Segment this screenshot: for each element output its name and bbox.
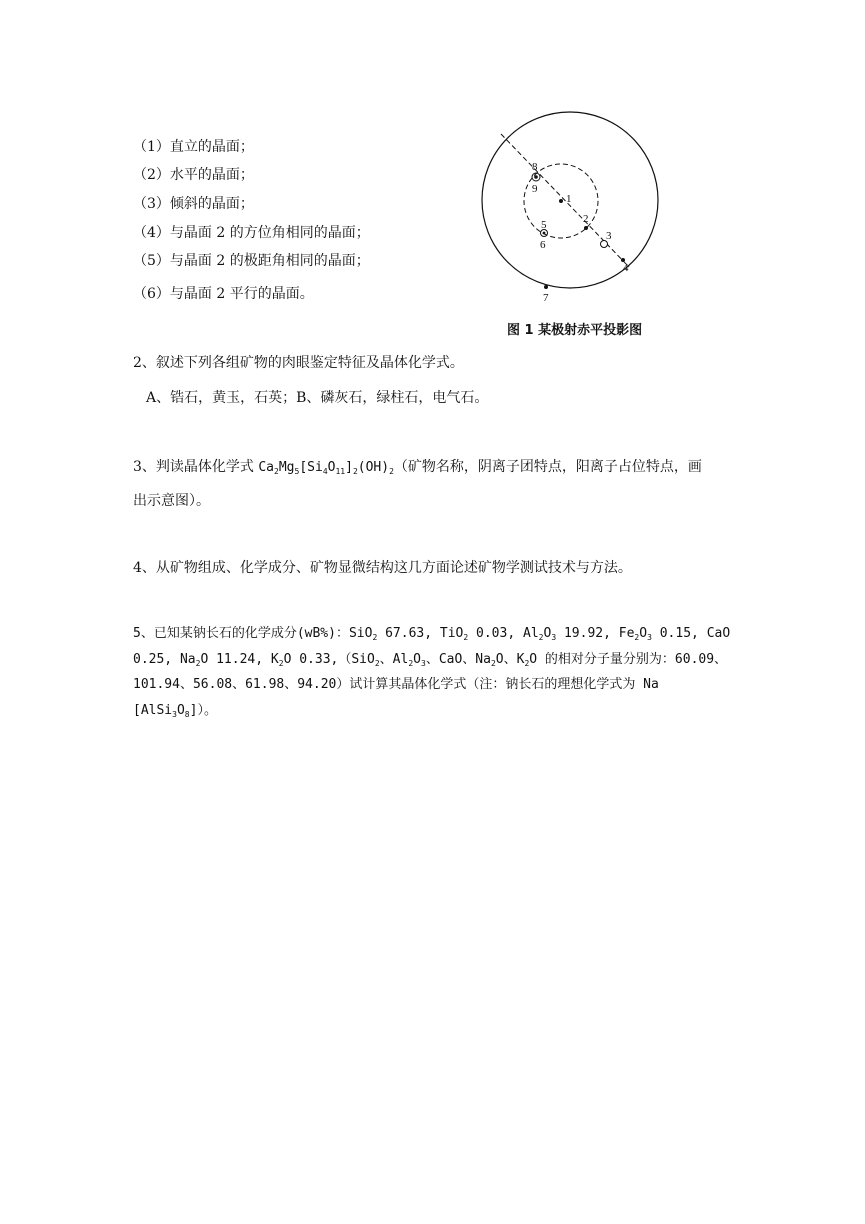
q5-sub: 2 — [490, 659, 496, 668]
formula-sub: 5 — [294, 467, 300, 476]
q5-sub: 3 — [647, 633, 652, 642]
q5-sub: 2 — [538, 633, 544, 642]
q5-line-2 — [133, 648, 727, 667]
q5-text: O — [413, 652, 421, 667]
label-6: 6 — [540, 239, 546, 251]
formula-sub: 4 — [322, 467, 328, 476]
q5-sub: 8 — [184, 710, 190, 719]
q5-text: O、K — [495, 652, 525, 667]
q5-sub: 2 — [524, 659, 530, 668]
q3-suffix: （矿物名称，阴离子团特点，阳离子占位特点，画 — [393, 459, 702, 475]
q4-text: 4、从矿物组成、化学成分、矿物显微结构这几方面论述矿物学测试技术与方法。 — [133, 560, 632, 576]
q1-item-5: （5）与晶面 2 的极距角相同的晶面； — [133, 253, 370, 269]
label-7: 7 — [543, 292, 549, 304]
figure-caption: 图 1 某极射赤平投影图 — [507, 323, 643, 338]
q5-text: O 11.24, K — [200, 652, 279, 667]
q5-sub: 2 — [195, 659, 201, 668]
q5-sub: 2 — [634, 633, 640, 642]
q1-item-6: （6）与晶面 2 平行的晶面。 — [133, 286, 314, 302]
pole-2 — [584, 226, 588, 230]
pole-7 — [544, 285, 548, 289]
q5-line-1 — [133, 622, 730, 641]
label-3: 3 — [606, 230, 612, 242]
q1-item-3: （3）倾斜的晶面； — [133, 196, 254, 212]
pole-8-dot — [534, 175, 538, 179]
q2-detail: A、锆石，黄玉，石英；B、磷灰石，绿柱石，电气石。 — [146, 390, 489, 406]
pole-5-dot — [543, 232, 546, 235]
formula-part: [Si — [299, 460, 323, 475]
q3-line-1 — [133, 456, 702, 476]
q5-text: 、Al — [379, 652, 409, 667]
q3-line-2: 出示意图）。 — [133, 493, 210, 509]
label-4: 4 — [623, 262, 629, 274]
q1-item-2: （2）水平的晶面； — [133, 167, 254, 183]
formula-part: O — [327, 460, 336, 475]
label-8: 8 — [532, 161, 538, 173]
pole-1 — [559, 199, 563, 203]
dashed-diameter — [501, 134, 629, 267]
q5-text: 、CaO、Na — [425, 652, 491, 667]
q5-line-3: 101.94、56.08、61.98、94.20）试计算其晶体化学式（注：钠长石的理想化学式为 Na — [133, 677, 659, 692]
q1-item-4: （4）与晶面 2 的方位角相同的晶面； — [133, 225, 370, 241]
formula-part: Ca — [258, 460, 275, 475]
q5-text: 5、已知某钠长石的化学成分(wB%)：SiO — [133, 626, 373, 641]
label-9: 9 — [532, 183, 538, 195]
label-1: 1 — [566, 193, 572, 205]
q5-text: O 的相对分子量分别为：60.09、 — [529, 652, 728, 667]
formula-part: ] — [345, 460, 353, 475]
q5-sub: 3 — [551, 633, 557, 642]
stereographic-projection-figure — [470, 110, 670, 310]
q5-sub: 2 — [372, 633, 378, 642]
q5-text: ]）。 — [189, 703, 217, 718]
q5-sub: 3 — [420, 659, 426, 668]
q5-sub: 2 — [463, 633, 469, 642]
formula-sub: 11 — [335, 467, 346, 476]
label-5: 5 — [541, 219, 547, 231]
q5-text: 0.15, CaO — [651, 626, 731, 641]
formula-sub: 2 — [274, 467, 279, 476]
q5-sub: 3 — [172, 710, 177, 719]
q5-text: [AlSi — [133, 703, 173, 718]
q5-text: O — [176, 703, 185, 718]
q5-text: 0.03, Al — [468, 626, 539, 641]
q5-text: O — [543, 626, 552, 641]
q5-sub: 2 — [374, 659, 380, 668]
formula-sub: 2 — [389, 467, 394, 476]
q3-prefix: 3、判读晶体化学式 — [133, 459, 259, 475]
q5-text: 67.63, TiO — [377, 626, 464, 641]
q2-title: 2、叙述下列各组矿物的肉眼鉴定特征及晶体化学式。 — [133, 355, 464, 371]
q5-text: 19.92, Fe — [556, 626, 635, 641]
formula-part: Mg — [278, 460, 295, 475]
formula-part: (OH) — [357, 460, 390, 475]
q5-text: O — [639, 626, 648, 641]
q5-sub: 2 — [408, 659, 414, 668]
q5-text: O 0.33,（SiO — [283, 652, 375, 667]
label-2: 2 — [583, 213, 589, 225]
q5-text: 0.25, Na — [133, 652, 196, 667]
q5-sub: 2 — [278, 659, 284, 668]
q5-line-4 — [133, 699, 217, 718]
q1-item-1: （1）直立的晶面； — [133, 139, 254, 155]
formula-sub: 2 — [352, 467, 358, 476]
q3-formula — [258, 460, 394, 475]
